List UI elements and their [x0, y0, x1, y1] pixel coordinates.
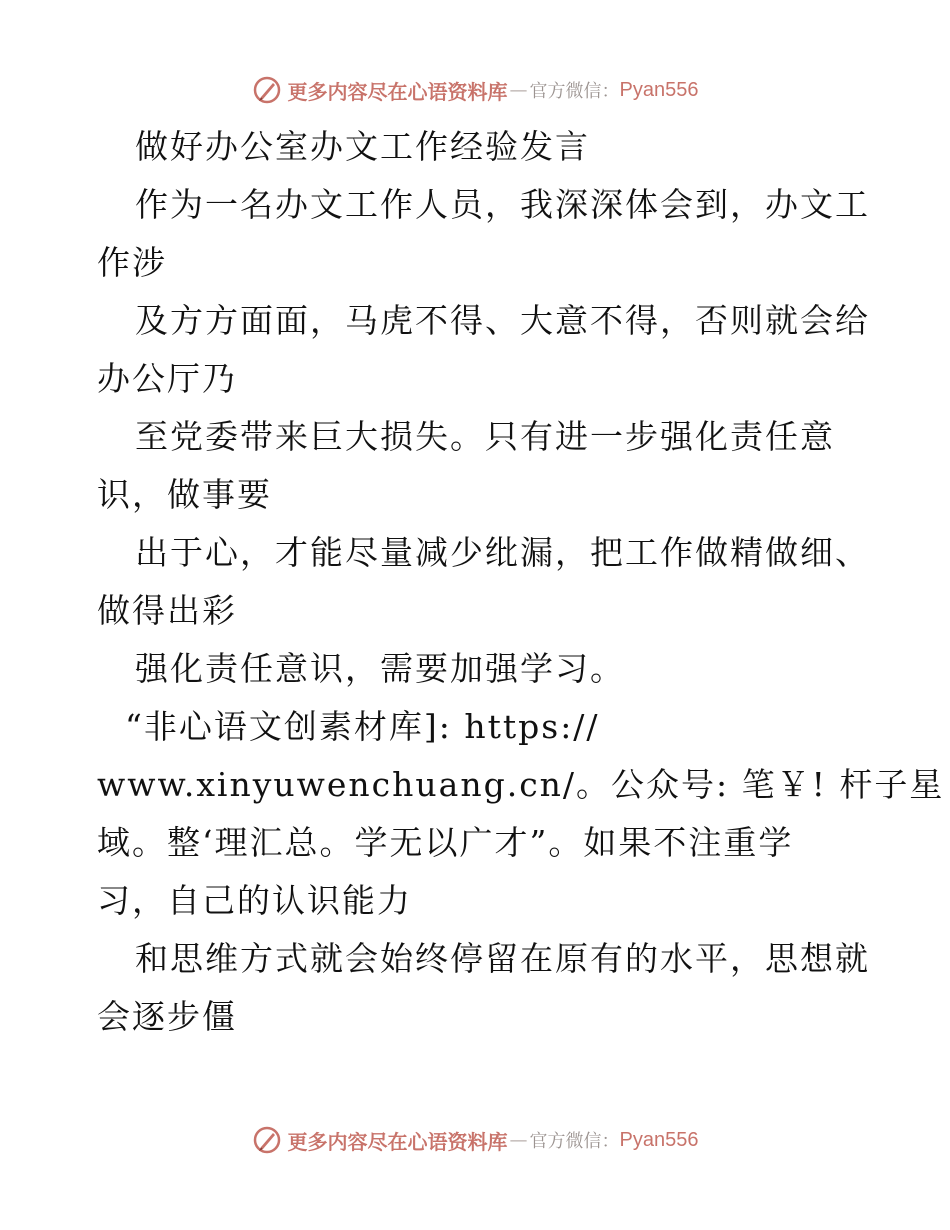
header-banner: [0, 70, 950, 110]
banner-id: Pyan556: [619, 1128, 699, 1151]
banner-text: 更多内容尽在心语资料库: [287, 1129, 508, 1154]
text-line: 习，自己的认识能力: [97, 881, 412, 920]
text-line: 强化责任意识，需要加强学习。: [135, 649, 625, 688]
text-line: 域。整‘理汇总。学无以广才”。如果不注重学: [97, 823, 794, 862]
text-line: 作涉: [97, 243, 167, 282]
text-line: 出于心，才能尽量减少纰漏，把工作做精做细、: [135, 533, 870, 572]
text-line: 作为一名办文工作人员，我深深体会到，办文工: [135, 185, 870, 224]
banner-separator: —: [509, 1129, 528, 1151]
banner-text: 更多内容尽在心语资料库: [287, 79, 508, 104]
footer-banner: [0, 1120, 950, 1160]
banner-sub: 官方微信：: [529, 1131, 620, 1152]
text-line: 识，做事要: [97, 475, 272, 514]
text-line: 至党委带来巨大损失。只有进一步强化责任意: [135, 417, 835, 456]
text-line: “非心语文创素材库]: https://: [125, 707, 600, 746]
text-line: 做好办公室办文工作经验发言: [135, 127, 590, 166]
text-line: 会逐步僵: [97, 997, 237, 1036]
banner-separator: —: [509, 79, 528, 101]
banner-sub: 官方微信：: [529, 81, 620, 102]
feather-pen-icon: [252, 1125, 282, 1155]
text-line: www.xinyuwenchuang.cn/。公众号: 笔￥! 杆子星: [97, 765, 945, 804]
feather-pen-icon: [252, 75, 282, 105]
text-line: 及方方面面，马虎不得、大意不得，否则就会给: [135, 301, 870, 340]
document-body: [97, 118, 945, 1046]
text-line: 办公厅乃: [97, 359, 237, 398]
banner-id: Pyan556: [619, 78, 699, 101]
text-line: 做得出彩: [97, 591, 237, 630]
text-line: 和思维方式就会始终停留在原有的水平，思想就: [135, 939, 870, 978]
